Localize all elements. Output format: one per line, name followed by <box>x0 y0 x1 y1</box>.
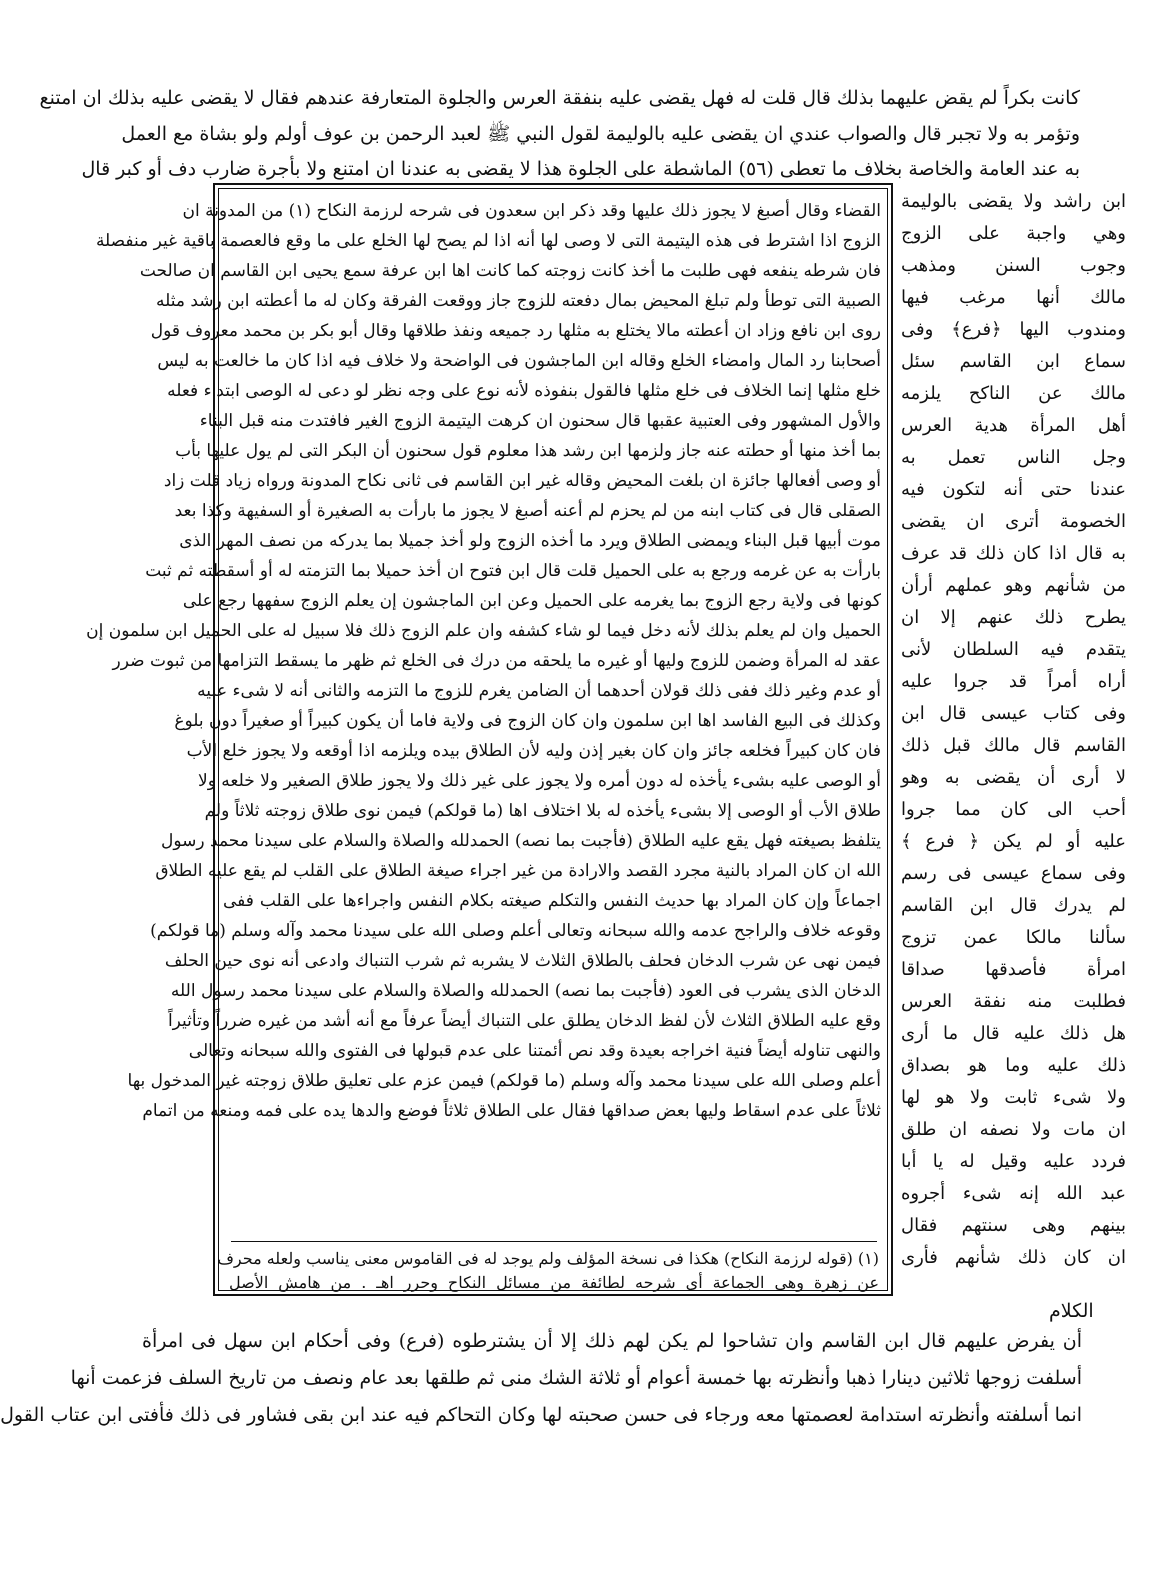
side-line: وجل الناس تعمل به <box>901 447 1126 468</box>
box-line: كونها فى ولاية رجع الزوج بما يغرمه على الحميل وعن ابن الماجشون إن يعلم الزوج سفهها رجع على <box>182 591 881 611</box>
side-line: وجوب السنن ومذهب <box>901 255 1126 276</box>
bottom-line-1: أن يفرض عليهم قال ابن القاسم وان تشاحوا لم يكن لهم ذلك إلا أن يشترطوه (فرع) وفى أحكام ابن سهل فى امرأة <box>142 1330 1082 1352</box>
side-line: يتقدم فيه السلطان لأنى <box>901 639 1126 660</box>
footnote-separator <box>231 1241 877 1242</box>
side-line: لم يدرك قال ابن القاسم <box>901 895 1126 916</box>
box-line: بارأت به عن غرمه ورجع به على الحميل قلت قال ابن فتوح ان أخذ حميلا بما التزمته له أو أسقطته ثم ثبت <box>145 561 881 581</box>
top-line-3: به عند العامة والخاصة بخلاف ما تعطى (٥٦) الماشطة على الجلوة هذا لا يقضى به عندنا ان امتنع ولا بأجرة ضارب دف أو كبر قال <box>81 158 1080 180</box>
box-line: أو وصى أفعالها جائزة ان بلغت المحيض وقاله غير ابن القاسم فى ثانى نكاح المدونة ورواه زياد قلت زاد <box>163 471 881 491</box>
box-line: فان كان كبيراً فخلعه جائز وان كان بغير إذن وليه لأن الطلاق بيده ويلزمه اذا أوقعه ولا يجوز خلع الأب <box>186 741 881 761</box>
top-line-1: كانت بكراً لم يقض عليهما بذلك قال قلت له فهل يقضى عليه بنفقة العرس والجلوة المتعارفة عندهم فقال لا يقضى عليه بذلك ان امتنع <box>39 87 1080 109</box>
side-line: ابن راشد ولا يقضى بالوليمة <box>901 191 1126 212</box>
framed-commentary-box <box>86 183 893 1296</box>
box-line: خلع مثلها إنما الخلاف فى خلع مثلها فالقول بنفوذه لأنه نوع على وجه نظر لو دعى له الوصى ابتداء فعله <box>167 381 881 401</box>
side-line: يطرح ذلك عنهم إلا ان <box>901 607 1126 628</box>
side-line: من شأنهم وهو عملهم أرأن <box>901 575 1126 596</box>
box-line: الدخان الذى يشرب فى العود (فأجبت بما نصه) الحمدلله والصلاة والسلام على سيدنا محمد رسول الله <box>170 981 881 1001</box>
side-line: بينهم وهى سنتهم فقال <box>901 1215 1126 1236</box>
side-line: ان كان ذلك شأنهم فأرى <box>901 1247 1126 1268</box>
side-line: سماع ابن القاسم سئل <box>901 351 1126 372</box>
side-line: ذلك عليه وما هو بصداق <box>901 1055 1126 1076</box>
side-line: مالك عن الناكح يلزمه <box>901 383 1126 404</box>
box-line: ثلاثاً على عدم اسقاط وليها بعض صداقها فقال على الطلاق ثلاثاً فوضع والدها يده على فمه ومنعه من اتمام <box>142 1101 881 1121</box>
side-line: سألنا مالكا عمن تزوج <box>901 927 1126 948</box>
box-line: الله ان كان المراد بالنية مجرد القصد والارادة من غير اجراء صيغة الطلاق على القلب لم يقع عليه الطلاق <box>155 861 881 881</box>
box-line: الصقلى قال فى كتاب ابنه من لم يحزم لم أعنه أصبغ لا يجوز ما بارأت به الصغيرة أو السفيهة وكذا بعد <box>174 501 881 521</box>
side-line: مالك أنها مرغب فيها <box>901 287 1126 308</box>
box-line: وقوعه خلاف والراجح عدمه والله سبحانه وتعالى أعلم وصلى الله على سيدنا محمد وآله وسلم (ما قولكم) <box>150 921 881 941</box>
box-line: والنهى تناوله أيضاً فنية اخراجه بعيدة وقد نص أئمتنا على عدم قبولها فى الفتوى والله سبحانه وتعالى <box>188 1041 881 1061</box>
side-line: الخصومة أترى ان يقضى <box>901 511 1126 532</box>
box-line: موت أبيها قبل البناء ويمضى الطلاق ويرد ما أخذه الزوج ولو أخذ جميلا بما يدركه من نصف المهر الذى <box>179 531 881 551</box>
box-line: يتلفظ بصيغته فهل يقع عليه الطلاق (فأجبت بما نصه) الحمدلله والصلاة والسلام على سيدنا محمد رسول <box>161 831 881 851</box>
side-line: وهي واجبة على الزوج <box>901 223 1126 244</box>
bottom-line-3: انما أسلفته وأنظرته استدامة لعصمتها معه ورجاء فى حسن صحبته لها وكان التحاكم فيه عند ابن بقى فشاور فى ذلك فأفتى ابن عتاب القول <box>0 1404 1082 1426</box>
box-line: طلاق الأب أو الوصى إلا بشىء يأخذه له بلا اختلاف اها (ما قولكم) فيمن نوى طلاق زوجته ثلاثاً ولم <box>204 801 881 821</box>
box-line: أعلم وصلى الله على سيدنا محمد وآله وسلم (ما قولكم) فيمن عزم على تعليق طلاق زوجته غير المدخول بها <box>127 1071 881 1091</box>
box-line: بما أخذ منها أو حطته عنه جاز ولزمها ابن رشد هذا معلوم قول سحنون أن البكر التى لم يول عليها بأب <box>175 441 881 461</box>
footnote-line: (١) (قوله لرزمة النكاح) هكذا فى نسخة المؤلف ولم يوجد له فى القاموس معنى يناسب ولعله محرف <box>217 1249 879 1268</box>
box-line: فان شرطه ينفعه فهى طلبت ما أخذ كانت زوجته كما كانت اها ابن عرفة سمع يحيى ابن القاسم ان صالحت <box>139 261 881 281</box>
box-line: والأول المشهور وفى العتبية عقبها قال سحنون ان كرهت اليتيمة الزوج الغير فافتدت منه قبل البناء <box>199 411 881 431</box>
bottom-line-2: أسلفت زوجها ثلاثين دينارا ذهبا وأنظرته بها خمسة أعوام أو ثلاثة الشك منى ثم طلقها بعد عام ونصف من تاريخ السلف فزعمت أنها <box>70 1367 1082 1389</box>
side-line: وفى كتاب عيسى قال ابن <box>901 703 1126 724</box>
side-line: عبد الله إنه شىء أجروه <box>901 1183 1126 1204</box>
box-line: أو عدم وغير ذلك ففى ذلك قولان أحدهما أن الضامن يغرم للزوج ما التزمه والثانى أنه لا شىء عليه <box>197 681 881 701</box>
side-line: به قال اذا كان ذلك قد عرف <box>901 543 1126 564</box>
side-line: أهل المرأة هدية العرس <box>901 415 1126 436</box>
box-line: الزوج اذا اشترط فى هذه اليتيمة التى لا وصى لها أنه اذا لم يصح لها الخلع على ما وقع فالعصمة باقية غير منفصلة <box>95 231 881 251</box>
side-line: فطلبت منه نفقة العرس <box>901 991 1126 1012</box>
side-line: ان مات ولا نصفه ان طلق <box>901 1119 1126 1140</box>
side-line: أحب الى كان مما جروا <box>901 799 1126 820</box>
box-line: القضاء وقال أصبغ لا يجوز ذلك عليها وقد ذكر ابن سعدون فى شرحه لرزمة النكاح (١) من المدونة ان <box>182 201 881 221</box>
box-line: فيمن نهى عن شرب الدخان فحلف بالطلاق الثلاث لا يشربه ثم شرب التنباك وادعى أنه نوى حين الحلف <box>164 951 881 971</box>
side-column-text <box>901 188 1126 1313</box>
box-line: اجماعاً وإن كان المراد بها حديث النفس والتكلم صيغته بكلام النفس واجراءها على القلب ففى <box>223 891 881 911</box>
side-line: ولا شىء ثابت ولا هو لها <box>901 1087 1126 1108</box>
side-line: عليه أو لم يكن ﴿ فرع ﴾ <box>901 831 1126 852</box>
box-line: أو الوصى عليه بشىء يأخذه له دون أمره ولا يجوز على غير ذلك ولا يجوز طلاق الصغير ولا خلعه ولا <box>198 771 881 791</box>
footnote-line: عن زهرة وهى الجماعة أى شرحه لطائفة من مسائل النكاح وحرر اهـ . من هامش الأصل <box>229 1273 879 1292</box>
box-line: وكذلك فى البيع الفاسد اها ابن سلمون وان كان الزوج فى ولاية فاما أن يكون كبيراً أو صغيراً دون بلوغ <box>174 711 881 731</box>
box-line: وقع عليه الطلاق الثلاث لأن لفظ الدخان يطلق على التنباك أيضاً عرفاً مع أنه أشد من غيره ضرراً وتأثيراً <box>167 1011 881 1031</box>
box-line: روى ابن نافع وزاد ان أعطته مالا يختلع به مثلها رد جميعه ونفذ طلاقها وقال أبو بكر بن محمد معروف قول <box>150 321 881 341</box>
box-line: عقد له المرأة وضمن للزوج وليها أو غيره ما يلحقه من درك فى الخلع ثم ظهر ما يسقط التزامها من ثبوت ضرر <box>112 651 881 671</box>
side-line: امرأة فأصدقها صداقا <box>901 959 1126 980</box>
catchword: الكلام <box>1049 1300 1094 1322</box>
side-line: لا أرى أن يقضى به وهو <box>901 767 1126 788</box>
side-line: ومندوب اليها ﴿فرع﴾ وفى <box>901 319 1126 340</box>
side-line: أراه أمراً قد جروا عليه <box>901 671 1126 692</box>
box-line: الحميل وان لم يعلم بذلك لأنه دخل فيما لو شاء كشفه وان علم الزوج ذلك فلا سبيل له على الحميل ابن سلمون إن <box>86 621 881 641</box>
box-line: الصبية التى توطأ ولم تبلغ المحيض بمال دفعته للزوج جاز ووقعت الفرقة وكان له ما أعطته ابن رشد مثله <box>155 291 881 311</box>
side-line: عندنا حتى أنه لتكون فيه <box>901 479 1126 500</box>
top-line-2: وتؤمر به ولا تجبر قال والصواب عندي ان يقضى عليه بالوليمة لقول النبي ﷺ لعبد الرحمن بن عوف أولم ولو بشاة مع العمل <box>121 123 1080 145</box>
side-line: وفى سماع عيسى فى رسم <box>901 863 1126 884</box>
side-line: فردد عليه وقيل له يا أبا <box>901 1151 1126 1172</box>
side-line: القاسم قال مالك قبل ذلك <box>901 735 1126 756</box>
side-line: هل ذلك عليه قال ما أرى <box>901 1023 1126 1044</box>
box-line: أصحابنا رد المال وامضاء الخلع وقاله ابن الماجشون فى الواضحة ولا خلاف فيه اذا كان ما خالعت به ليس <box>157 351 881 371</box>
